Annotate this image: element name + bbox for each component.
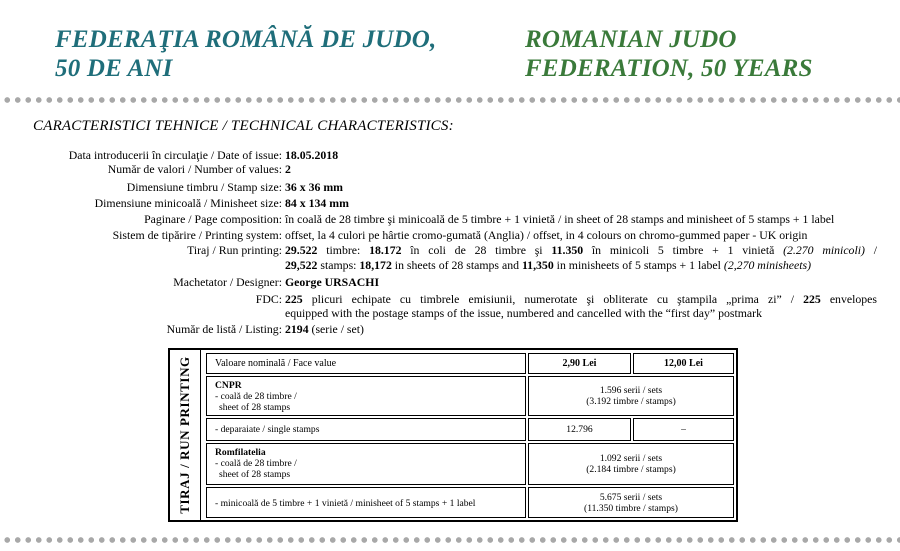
spec-value: 2: [285, 162, 291, 176]
header-face-value: Valoare nominală / Face value: [206, 353, 526, 374]
dotted-divider-top: [0, 96, 900, 104]
spec-label: Dimensiune minicoală / Minisheet size:: [94, 196, 282, 210]
spec-run-line-2: 29,522 stamps: 18,172 in sheets of 28 stamps and 11,350 in minisheets of 5 stamps + 1 label (2,270 minisheets): [285, 258, 812, 272]
spec-fdc-line-2: equipped with the postage stamps of the issue, numbered and cancelled with the “first day” postmark: [285, 306, 762, 320]
row-single-value-2: –: [633, 418, 734, 441]
spec-label: Tiraj / Run printing:: [187, 243, 282, 257]
row-single-label: - deparaiate / single stamps: [206, 418, 526, 441]
row-minisheet-label: - minicoală de 5 timbre + 1 vinietă / minisheet of 5 stamps + 1 label: [206, 487, 526, 518]
row-minisheet-value: 5.675 serii / sets (11.350 timbre / stamps): [528, 487, 734, 518]
table-vertical-label: TIRAJ / RUN PRINTING: [177, 356, 192, 514]
title-ro-line-1: FEDERAŢIA ROMÂNĂ DE JUDO,: [55, 26, 437, 53]
table-side-cell: [170, 350, 201, 520]
title-en-line-1: ROMANIAN JUDO: [525, 26, 737, 53]
spec-label: Dimensiune timbru / Stamp size:: [126, 180, 282, 194]
spec-value: George URSACHI: [285, 275, 380, 289]
spec-value: 2194 (serie / set): [285, 322, 364, 336]
row-single-value-1: 12.796: [528, 418, 631, 441]
row-cnpr-value: 1.596 serii / sets (3.192 timbre / stamps): [528, 376, 734, 416]
spec-label: Număr de listă / Listing:: [166, 322, 282, 336]
spec-label: Sistem de tipărire / Printing system:: [112, 228, 282, 242]
dotted-divider-bottom: [0, 536, 900, 544]
spec-label: Data introducerii în circulaţie / Date of issue:: [68, 148, 282, 162]
spec-label: Număr de valori / Number of values:: [107, 162, 282, 176]
row-romfilatelia-value: 1.092 serii / sets (2.184 timbre / stamps): [528, 443, 734, 485]
title-english: [525, 25, 813, 83]
spec-value: în coală de 28 timbre şi minicoală de 5 timbre + 1 vinietă / in sheet of 28 stamps and minisheet of 5 stamps + 1 label: [285, 212, 835, 226]
spec-label: FDC:: [255, 292, 282, 306]
row-romfilatelia-label: Romfilatelia - coală de 28 timbre / sheet of 28 stamps: [206, 443, 526, 485]
header-value-1: 2,90 Lei: [528, 353, 631, 374]
title-romanian: [55, 25, 436, 83]
header-value-2: 12,00 Lei: [633, 353, 734, 374]
spec-value: 36 x 36 mm: [285, 180, 343, 194]
spec-label: Machetator / Designer:: [173, 275, 282, 289]
title-en-line-2: FEDERATION, 50 YEARS: [525, 55, 813, 82]
row-cnpr-label: CNPR - coală de 28 timbre / sheet of 28 stamps: [206, 376, 526, 416]
section-heading: CARACTERISTICI TEHNICE / TECHNICAL CHARACTERISTICS:: [33, 118, 454, 134]
title-ro-line-2: 50 DE ANI: [55, 55, 173, 82]
spec-value: 84 x 134 mm: [285, 196, 349, 210]
run-printing-table: [168, 348, 738, 522]
spec-value: offset, la 4 culori pe hârtie cromo-gumată (Anglia) / offset, in 4 colours on chromo-gummed paper - UK origin: [285, 228, 808, 242]
spec-value: 18.05.2018: [285, 148, 339, 162]
spec-label: Paginare / Page composition:: [144, 212, 282, 226]
spec-fdc-line-1: 225 plicuri echipate cu timbrele emisiunii, numerotate şi obliterate cu ştampila „prima zi” / 225 envelopes: [285, 292, 877, 306]
spec-run-line-1: 29.522 timbre: 18.172 în coli de 28 timbre şi 11.350 în minicoli 5 timbre + 1 vinietă (2.270 minicoli) /: [285, 243, 877, 257]
